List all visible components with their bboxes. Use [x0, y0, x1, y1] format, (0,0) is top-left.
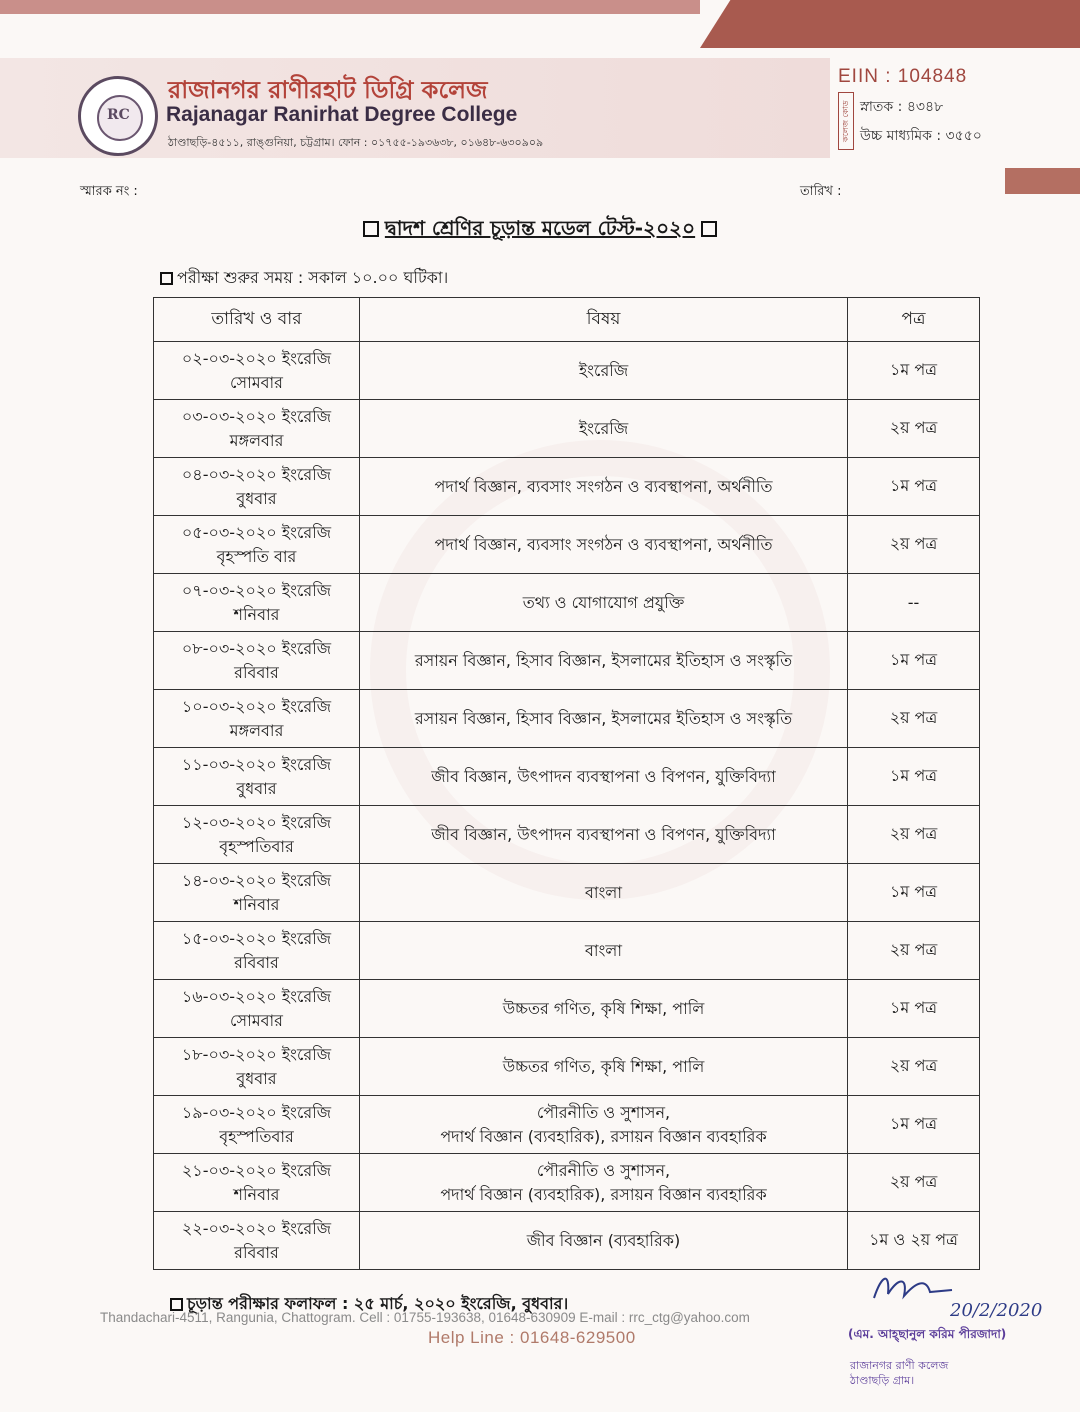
row-date-cell: [154, 400, 360, 458]
row-date-cell: [154, 632, 360, 690]
row-paper: ১ম পত্র: [848, 980, 980, 1038]
footer-contact: Thandachari-4511, Rangunia, Chattogram. Cell : 01755-193638, 01648-630909 E-mail : rrc_ctg@yahoo.com: [100, 1310, 750, 1325]
row-date-cell: [154, 342, 360, 400]
row-subject: ইংরেজি: [578, 418, 629, 438]
row-subject-cell: [360, 1154, 848, 1212]
row-subject-cell: [360, 1212, 848, 1270]
table-row: [154, 1154, 980, 1212]
row-date-cell: [154, 922, 360, 980]
row-date: ১৮-০৩-২০২০ ইংরেজি: [181, 1044, 332, 1064]
row-date: ০২-০৩-২০২০ ইংরেজি: [181, 348, 332, 368]
row-day: রবিবার: [234, 1242, 279, 1262]
row-date-cell: [154, 574, 360, 632]
row-date: ০৩-০৩-২০২০ ইংরেজি: [181, 406, 332, 426]
row-date-cell: [154, 458, 360, 516]
row-subject: তথ্য ও যোগাযোগ প্রযুক্তি: [522, 592, 685, 612]
row-subject-cell: [360, 748, 848, 806]
notice-title: [0, 214, 1080, 247]
row-date-cell: [154, 1212, 360, 1270]
row-date-cell: [154, 1038, 360, 1096]
college-logo: [78, 76, 158, 156]
row-day: বৃহস্পতিবার: [219, 1126, 294, 1146]
table-row: [154, 400, 980, 458]
row-subject-line2: পদার্থ বিজ্ঞান (ব্যবহারিক), রসায়ন বিজ্ঞান ব্যবহারিক: [440, 1126, 767, 1146]
row-subject: পদার্থ বিজ্ঞান, ব্যবসাং সংগঠন ও ব্যবস্থাপনা, অর্থনীতি: [434, 476, 773, 496]
table-row: [154, 690, 980, 748]
row-subject-cell: [360, 980, 848, 1038]
top-pink-stripe: [0, 0, 700, 14]
signature-date: 20/2/2020: [950, 1300, 1043, 1321]
row-day: বুধবার: [236, 488, 277, 508]
table-row: [154, 1212, 980, 1270]
row-date-cell: [154, 980, 360, 1038]
principal-name: (এম. আহ্ছানুল করিম পীরজাদা): [848, 1327, 1007, 1341]
row-subject-cell: [360, 400, 848, 458]
row-paper: ১ম পত্র: [848, 342, 980, 400]
checkbox-icon: [363, 221, 379, 237]
row-subject: ইংরেজি: [578, 360, 629, 380]
row-date: ১০-০৩-২০২০ ইংরেজি: [181, 696, 332, 716]
code-line-degree: স্নাতক : ৪৩৪৮: [860, 99, 944, 115]
checkbox-icon: [160, 272, 173, 285]
table-row: [154, 1038, 980, 1096]
row-subject-line2: পদার্থ বিজ্ঞান (ব্যবহারিক), রসায়ন বিজ্ঞান ব্যবহারিক: [440, 1184, 767, 1204]
row-paper: ১ম পত্র: [848, 458, 980, 516]
row-date-cell: [154, 1154, 360, 1212]
row-date: ১১-০৩-২০২০ ইংরেজি: [181, 754, 332, 774]
header-paper: পত্র: [848, 298, 980, 342]
header-subject: বিষয়: [360, 298, 848, 342]
row-date: ২২-০৩-২০২০ ইংরেজি: [181, 1218, 332, 1238]
row-date-cell: [154, 1096, 360, 1154]
row-paper: --: [848, 574, 980, 632]
row-paper: ২য় পত্র: [848, 1154, 980, 1212]
logo-monogram: RC: [107, 107, 130, 123]
college-name-bn: রাজানগর রাণীরহাট ডিগ্রি কলেজ: [168, 76, 488, 104]
row-date-cell: [154, 516, 360, 574]
row-day: রবিবার: [234, 952, 279, 972]
memo-label: স্মারক নং :: [80, 184, 138, 199]
row-date: ০৪-০৩-২০২০ ইংরেজি: [181, 464, 332, 484]
table-row: [154, 980, 980, 1038]
row-paper: ১ম পত্র: [848, 632, 980, 690]
row-subject-cell: [360, 1096, 848, 1154]
table-row: [154, 806, 980, 864]
row-paper: ২য় পত্র: [848, 400, 980, 458]
exam-schedule-table: [153, 297, 980, 1270]
official-stamp: [850, 1358, 948, 1388]
row-paper: ২য় পত্র: [848, 690, 980, 748]
helpline: Help Line : 01648-629500: [428, 1328, 636, 1347]
row-subject-cell: [360, 806, 848, 864]
principal-signature: [868, 1268, 958, 1308]
row-paper: ১ম ও ২য় পত্র: [848, 1212, 980, 1270]
row-subject-cell: [360, 922, 848, 980]
row-day: বুধবার: [236, 778, 277, 798]
table-row: [154, 922, 980, 980]
table-row: [154, 342, 980, 400]
row-date: ১২-০৩-২০২০ ইংরেজি: [181, 812, 332, 832]
table-row: [154, 516, 980, 574]
checkbox-icon: [701, 221, 717, 237]
start-time-text: পরীক্ষা শুরুর সময় : সকাল ১০.০০ ঘটিকা।: [177, 268, 449, 287]
table-header-row: [154, 298, 980, 342]
row-subject: জীব বিজ্ঞান, উৎপাদন ব্যবস্থাপনা ও বিপণন, যুক্তিবিদ্যা: [431, 824, 776, 844]
row-paper: ১ম পত্র: [848, 1096, 980, 1154]
row-date: ১৬-০৩-২০২০ ইংরেজি: [181, 986, 332, 1006]
row-subject: বাংলা: [585, 940, 622, 960]
row-date-cell: [154, 864, 360, 922]
row-paper: ২য় পত্র: [848, 516, 980, 574]
table-row: [154, 748, 980, 806]
row-subject: পৌরনীতি ও সুশাসন,: [536, 1160, 671, 1180]
row-day: শনিবার: [233, 894, 280, 914]
row-date: ২১-০৩-২০২০ ইংরেজি: [181, 1160, 332, 1180]
row-subject: জীব বিজ্ঞান, উৎপাদন ব্যবস্থাপনা ও বিপণন, যুক্তিবিদ্যা: [431, 766, 776, 786]
row-subject-cell: [360, 632, 848, 690]
table-row: [154, 574, 980, 632]
row-date-cell: [154, 690, 360, 748]
row-date: ১৫-০৩-২০২০ ইংরেজি: [181, 928, 332, 948]
header-date: তারিখ ও বার: [154, 298, 360, 342]
row-subject: উচ্চতর গণিত, কৃষি শিক্ষা, পালি: [502, 998, 705, 1018]
row-day: সোমবার: [230, 1010, 283, 1030]
stamp-line: ঠাণ্ডাছড়ি গ্রাম।: [850, 1374, 915, 1387]
code-line-hsc: উচ্চ মাধ্যমিক : ৩৫৫০: [860, 128, 982, 144]
row-paper: ২য় পত্র: [848, 1038, 980, 1096]
row-subject: রসায়ন বিজ্ঞান, হিসাব বিজ্ঞান, ইসলামের ইতিহাস ও সংস্কৃতি: [414, 650, 793, 670]
row-paper: ১ম পত্র: [848, 864, 980, 922]
row-date: ১৪-০৩-২০২০ ইংরেজি: [181, 870, 332, 890]
row-subject: বাংলা: [585, 882, 622, 902]
row-day: শনিবার: [233, 604, 280, 624]
row-subject-cell: [360, 574, 848, 632]
row-subject: পৌরনীতি ও সুশাসন,: [536, 1102, 671, 1122]
row-day: বুধবার: [236, 1068, 277, 1088]
row-subject: জীব বিজ্ঞান (ব্যবহারিক): [526, 1230, 681, 1250]
row-paper: ২য় পত্র: [848, 806, 980, 864]
side-decor-band: [1005, 168, 1080, 194]
table-row: [154, 1096, 980, 1154]
row-subject-cell: [360, 516, 848, 574]
top-brown-stripe: [700, 0, 1080, 48]
row-day: বৃহস্পতি বার: [216, 546, 297, 566]
table-row: [154, 632, 980, 690]
college-code-label: কলেজ কোড: [838, 92, 854, 150]
row-date: ০৮-০৩-২০২০ ইংরেজি: [181, 638, 332, 658]
row-day: বৃহস্পতিবার: [219, 836, 294, 856]
row-date: ০৭-০৩-২০২০ ইংরেজি: [181, 580, 332, 600]
date-label: তারিখ :: [800, 184, 842, 199]
college-name-en: Rajanagar Ranirhat Degree College: [166, 103, 518, 126]
row-date: ০৫-০৩-২০২০ ইংরেজি: [181, 522, 332, 542]
row-subject: পদার্থ বিজ্ঞান, ব্যবসাং সংগঠন ও ব্যবস্থাপনা, অর্থনীতি: [434, 534, 773, 554]
exam-start-time: [160, 265, 448, 292]
row-paper: ২য় পত্র: [848, 922, 980, 980]
stamp-line: রাজানগর রাণী কলেজ: [850, 1359, 949, 1372]
table-row: [154, 458, 980, 516]
result-text: চূড়ান্ত পরীক্ষার ফলাফল : ২৫ মার্চ, ২০২০ ইংরেজি, বুধবার।: [187, 1294, 569, 1313]
row-subject-cell: [360, 864, 848, 922]
row-subject-cell: [360, 342, 848, 400]
row-date-cell: [154, 806, 360, 864]
row-subject-cell: [360, 1038, 848, 1096]
row-date-cell: [154, 748, 360, 806]
row-day: রবিবার: [234, 662, 279, 682]
row-date: ১৯-০৩-২০২০ ইংরেজি: [181, 1102, 332, 1122]
row-subject-cell: [360, 458, 848, 516]
row-subject-cell: [360, 690, 848, 748]
college-address: ঠাণ্ডাছড়ি-৪৫১১, রাঙ্গুনিয়া, চট্টগ্রাম। ফোন : ০১৭৫৫-১৯৩৬৩৮, ০১৬৪৮-৬৩০৯০৯: [168, 136, 544, 149]
row-day: শনিবার: [233, 1184, 280, 1204]
row-day: মঙ্গলবার: [229, 720, 284, 740]
table-row: [154, 864, 980, 922]
notice-title-text: দ্বাদশ শ্রেণির চূড়ান্ত মডেল টেস্ট-২০২০: [384, 216, 696, 240]
row-day: মঙ্গলবার: [229, 430, 284, 450]
row-paper: ১ম পত্র: [848, 748, 980, 806]
row-subject: উচ্চতর গণিত, কৃষি শিক্ষা, পালি: [502, 1056, 705, 1076]
row-subject: রসায়ন বিজ্ঞান, হিসাব বিজ্ঞান, ইসলামের ইতিহাস ও সংস্কৃতি: [414, 708, 793, 728]
eiin-number: EIIN : 104848: [838, 66, 968, 87]
row-day: সোমবার: [230, 372, 283, 392]
